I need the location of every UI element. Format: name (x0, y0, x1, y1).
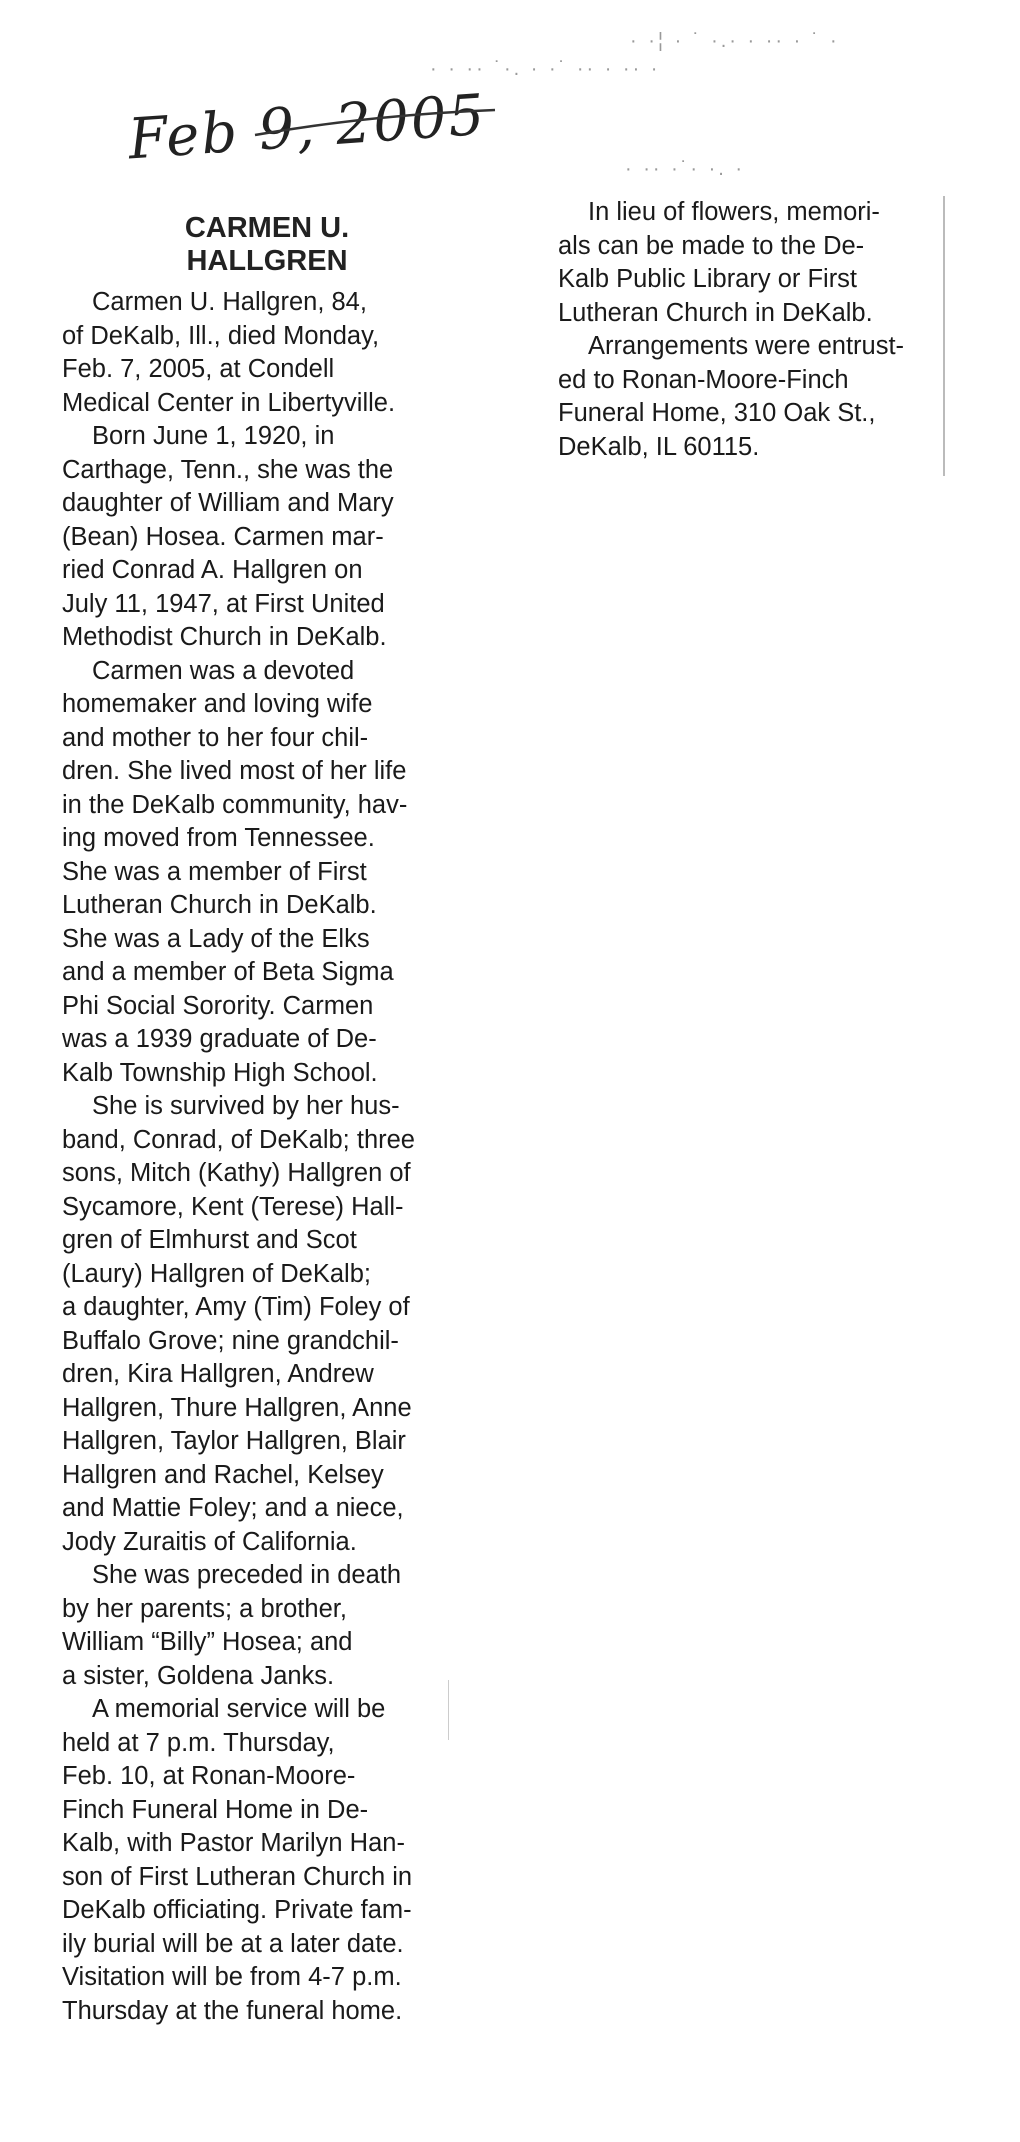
text-line: a daughter, Amy (Tim) Foley of (62, 1293, 410, 1321)
text-line: Carthage, Tenn., she was the (62, 455, 394, 484)
text-line: Methodist Church in DeKalb. (62, 623, 387, 651)
obituary-paragraph (62, 1559, 472, 1693)
text-line: by her parents; a brother, (62, 1594, 347, 1623)
text-line: Carmen U. Hallgren, 84, (92, 288, 367, 316)
text-line: Hallgren, Thure Hallgren, Anne (62, 1393, 412, 1422)
text-line: sons, Mitch (Kathy) Hallgren of (62, 1159, 411, 1187)
text-line: in the DeKalb community, hav- (62, 790, 408, 819)
text-line: son of First Lutheran Church in (62, 1862, 413, 1891)
text-line: DeKalb, IL 60115. (558, 432, 760, 461)
text-line: dren. She lived most of her life (62, 757, 407, 785)
text-line: Born June 1, 1920, in (92, 422, 335, 450)
text-line: ing moved from Tennessee. (62, 824, 375, 852)
text-line: Finch Funeral Home in De- (62, 1795, 369, 1824)
text-line: Kalb Public Library or First (558, 265, 858, 293)
text-line: and a member of Beta Sigma (62, 958, 394, 986)
obituary-main-column (62, 212, 472, 2028)
text-line: Jody Zuraitis of California. (62, 1527, 357, 1556)
text-line: A memorial service will be (92, 1695, 386, 1723)
obituary-paragraph (62, 420, 472, 655)
obituary-body-continued (558, 196, 938, 464)
text-line: Lutheran Church in DeKalb. (558, 298, 873, 327)
text-line: William “Billy” Hosea; and (62, 1628, 353, 1656)
handwritten-date: Feb 9, 2005 (126, 82, 489, 173)
text-line: Carmen was a devoted (92, 656, 355, 685)
text-line: Sycamore, Kent (Terese) Hall- (62, 1192, 404, 1221)
text-line: Hallgren, Taylor Hallgren, Blair (62, 1427, 406, 1455)
text-line: Feb. 7, 2005, at Condell (62, 355, 335, 383)
text-line: ried Conrad A. Hallgren on (62, 556, 363, 584)
text-line: Phi Social Sorority. Carmen (62, 991, 374, 1020)
text-line: and Mattie Foley; and a niece, (62, 1494, 404, 1522)
text-line: She is survived by her hus- (92, 1092, 400, 1120)
text-line: July 11, 1947, at First United (62, 589, 385, 618)
text-line: Funeral Home, 310 Oak St., (558, 399, 876, 427)
text-line: Hallgren and Rachel, Kelsey (62, 1460, 384, 1489)
obituary-headline (62, 212, 472, 278)
scan-noise: · ·¦ · ˙ ·.· · ·· · ˙ · (630, 30, 840, 52)
text-line: She was a member of First (62, 857, 367, 886)
obituary-paragraph (558, 196, 938, 330)
text-line: Feb. 10, at Ronan-Moore- (62, 1762, 356, 1790)
obituary-second-column (558, 196, 938, 464)
text-line: Arrangements were entrust- (588, 332, 905, 360)
text-line: a sister, Goldena Janks. (62, 1661, 335, 1690)
text-line: In lieu of flowers, memori- (588, 198, 880, 226)
text-line: DeKalb officiating. Private fam- (62, 1896, 412, 1924)
text-line: band, Conrad, of DeKalb; three (62, 1125, 415, 1154)
text-line: (Laury) Hallgren of DeKalb; (62, 1259, 371, 1288)
obituary-paragraph (62, 1693, 472, 2028)
scan-noise: · ·· ·˙· ·. · (625, 158, 746, 180)
obituary-paragraph (62, 655, 472, 1091)
text-line: Buffalo Grove; nine grandchil- (62, 1326, 399, 1355)
text-line: daughter of William and Mary (62, 489, 394, 517)
text-line: homemaker and loving wife (62, 690, 373, 718)
text-line: ed to Ronan-Moore-Finch (558, 365, 849, 394)
text-line: held at 7 p.m. Thursday, (62, 1728, 335, 1757)
text-line: als can be made to the De- (558, 231, 865, 260)
scan-noise: · · ·· ˙·. · ·˙ ·· · ·· · (430, 58, 661, 80)
text-line: She was a Lady of the Elks (62, 924, 370, 953)
text-line: (Bean) Hosea. Carmen mar- (62, 522, 384, 551)
obituary-paragraph (62, 1090, 472, 1559)
text-line: Kalb, with Pastor Marilyn Han- (62, 1829, 405, 1857)
text-line: Thursday at the funeral home. (62, 1996, 403, 2025)
obituary-paragraph (62, 286, 472, 420)
text-line: and mother to her four chil- (62, 723, 369, 752)
text-line: ily burial will be at a later date. (62, 1929, 404, 1958)
handwritten-underline (250, 105, 500, 145)
text-line: gren of Elmhurst and Scot (62, 1226, 357, 1254)
headline-line: HALLGREN (186, 245, 348, 277)
text-line: Kalb Township High School. (62, 1058, 378, 1087)
obituary-paragraph (558, 330, 938, 464)
text-line: of DeKalb, Ill., died Monday, (62, 321, 380, 350)
text-line: dren, Kira Hallgren, Andrew (62, 1360, 374, 1388)
obituary-body (62, 286, 472, 2028)
text-line: She was preceded in death (92, 1561, 402, 1589)
text-line: Medical Center in Libertyville. (62, 388, 396, 417)
headline-line: CARMEN U. (184, 212, 350, 244)
clipping-edge (448, 1680, 449, 1740)
clipping-edge (943, 196, 945, 476)
text-line: Visitation will be from 4-7 p.m. (62, 1963, 402, 1991)
text-line: Lutheran Church in DeKalb. (62, 891, 377, 919)
text-line: was a 1939 graduate of De- (62, 1025, 377, 1053)
